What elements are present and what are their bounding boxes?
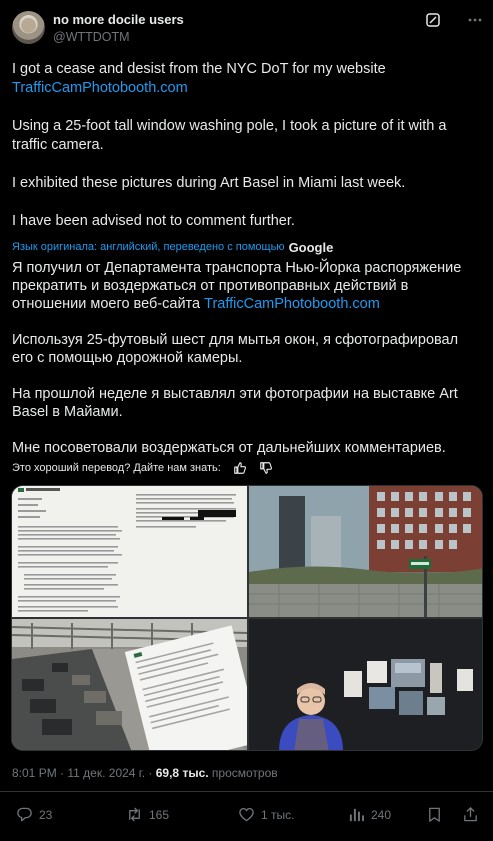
photo-exhibition[interactable] xyxy=(249,619,483,751)
translated-text xyxy=(12,259,482,457)
avatar[interactable] xyxy=(12,11,45,44)
reply-button[interactable] xyxy=(16,806,52,823)
like-count: 1 тыс. xyxy=(261,807,295,822)
tweet-paragraph: Using a 25-foot tall window washing pole, I took a picture of it with a traffic camera. xyxy=(12,118,447,153)
translated-website-link[interactable]: TrafficCamPhotobooth.com xyxy=(204,296,380,312)
more-icon[interactable] xyxy=(467,12,483,28)
bookmark-button[interactable] xyxy=(426,806,449,823)
repost-count: 165 xyxy=(149,807,170,822)
translated-paragraph: На прошлой неделе я выставлял эти фотографии на выставке Art Basel в Майами. xyxy=(12,386,458,420)
repost-button[interactable] xyxy=(126,806,169,823)
bookmark-count: 240 xyxy=(371,807,392,822)
tweet-paragraph: I exhibited these pictures during Art Basel in Miami last week. xyxy=(12,175,406,191)
translation-source-note[interactable] xyxy=(12,239,333,255)
translation-note-text: Язык оригинала: английский, переведено с помощью xyxy=(12,241,285,253)
views-label: просмотров xyxy=(211,766,278,780)
share-icon xyxy=(462,806,479,823)
like-icon xyxy=(238,806,255,823)
tweet-date[interactable]: 11 дек. 2024 г. xyxy=(67,766,146,780)
share-button[interactable] xyxy=(462,806,485,823)
tweet-time[interactable]: 8:01 PM xyxy=(12,766,57,780)
tweet-paragraph: I got a cease and desist from the NYC DoT for my website TrafficCamPhotobooth.com xyxy=(12,61,386,96)
exhibition-image xyxy=(249,619,483,751)
traffic-camera-image xyxy=(12,619,247,751)
thumbs-up-icon[interactable] xyxy=(233,461,247,475)
feedback-prompt: Это хороший перевод? Дайте нам знать: xyxy=(12,462,221,474)
translated-paragraph: Мне посоветовали воздержаться от дальнейших комментариев. xyxy=(12,440,446,456)
action-bar xyxy=(0,806,493,826)
thumbs-down-icon[interactable] xyxy=(259,461,273,475)
meta-separator: · xyxy=(148,766,153,780)
tweet-meta xyxy=(12,766,278,780)
grok-icon[interactable] xyxy=(425,12,441,28)
repost-icon xyxy=(126,806,143,823)
tweet-header xyxy=(12,10,481,50)
reply-icon xyxy=(16,806,33,823)
like-button[interactable] xyxy=(238,806,294,823)
translated-paragraph: Используя 25-футовый шест для мытья окон, я сфотографировал его с помощью дорожной камеры. xyxy=(12,332,459,366)
website-link[interactable]: TrafficCamPhotobooth.com xyxy=(12,80,188,96)
google-logo: Google xyxy=(288,239,334,255)
street-sign-image xyxy=(249,486,483,617)
translated-paragraph: Я получил от Департамента транспорта Нью-Йорка распоряжение прекратить и воздержаться от противоправных действий в отношении моего веб-сайта TrafficCamPhotobooth.com xyxy=(12,260,462,312)
translation-feedback xyxy=(12,460,273,476)
bookmark-icon xyxy=(426,806,443,823)
photo-letter-document[interactable] xyxy=(12,486,247,617)
meta-separator: · xyxy=(60,766,65,780)
photo-street-sign[interactable] xyxy=(249,486,483,617)
media-grid xyxy=(11,485,483,751)
views-count: 69,8 тыс. xyxy=(155,766,209,780)
views-icon xyxy=(348,806,365,823)
reply-count: 23 xyxy=(39,807,53,822)
tweet-paragraph: I have been advised not to comment further. xyxy=(12,213,295,229)
letter-document-image xyxy=(12,486,247,617)
tweet-text xyxy=(12,60,480,231)
divider xyxy=(0,791,493,792)
author-handle[interactable]: @WTTDOTM xyxy=(53,30,130,44)
photo-traffic-camera-letter[interactable] xyxy=(12,619,247,751)
author-display-name[interactable]: no more docile users xyxy=(53,12,184,27)
views-button[interactable] xyxy=(348,806,391,823)
